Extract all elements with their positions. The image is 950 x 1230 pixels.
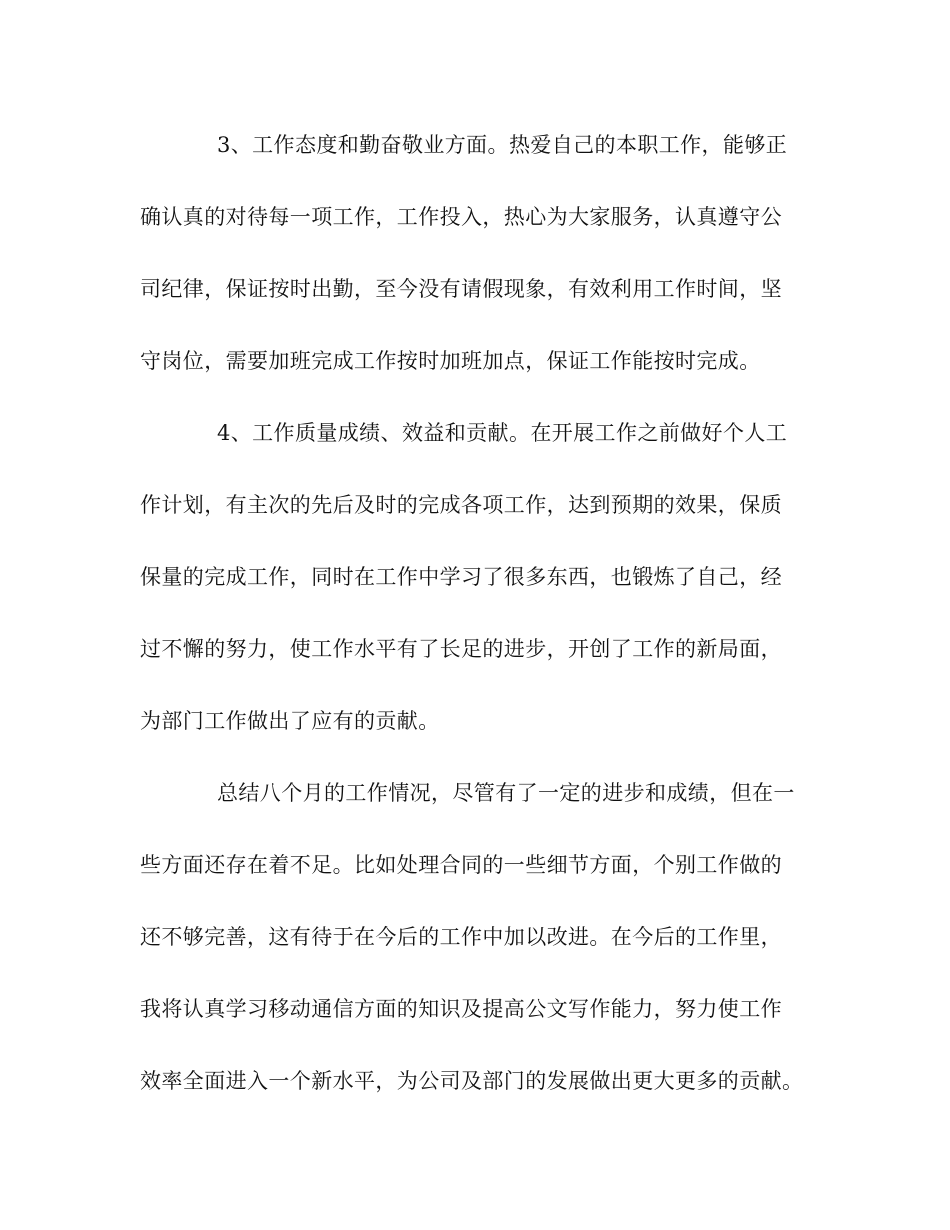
paragraph-work-quality [140, 408, 830, 768]
paragraph-summary [140, 768, 830, 1128]
paragraph-line: 还不够完善，这有待于在今后的工作中加以改进。在今后的工作里， [140, 925, 782, 949]
paragraph-line: 为部门工作做出了应有的贡献。 [140, 709, 440, 733]
paragraph-line: 守岗位，需要加班完成工作按时加班加点，保证工作能按时完成。 [140, 349, 761, 373]
paragraph-line: 3、工作态度和勤奋敬业方面。热爱自己的本职工作，能够正 [217, 133, 788, 157]
paragraph-line: 确认真的对待每一项工作，工作投入，热心为大家服务，认真遵守公 [140, 205, 782, 229]
paragraph-line: 4、工作质量成绩、效益和贡献。在开展工作之前做好个人工 [217, 421, 788, 445]
paragraph-line: 作计划，有主次的先后及时的完成各项工作，达到预期的效果，保质 [140, 493, 782, 517]
document-body [140, 120, 830, 1128]
paragraph-line: 司纪律，保证按时出勤，至今没有请假现象，有效利用工作时间，坚 [140, 277, 782, 301]
paragraph-line: 过不懈的努力，使工作水平有了长足的进步，开创了工作的新局面， [140, 637, 782, 661]
paragraph-line: 些方面还存在着不足。比如处理合同的一些细节方面，个别工作做的 [140, 853, 782, 877]
paragraph-line: 保量的完成工作，同时在工作中学习了很多东西，也锻炼了自己，经 [140, 565, 782, 589]
paragraph-line: 效率全面进入一个新水平，为公司及部门的发展做出更大更多的贡献。 [140, 1069, 804, 1093]
paragraph-line: 我将认真学习移动通信方面的知识及提高公文写作能力，努力使工作 [140, 997, 782, 1021]
paragraph-work-attitude [140, 120, 830, 408]
paragraph-line: 总结八个月的工作情况，尽管有了一定的进步和成绩，但在一 [217, 781, 795, 805]
